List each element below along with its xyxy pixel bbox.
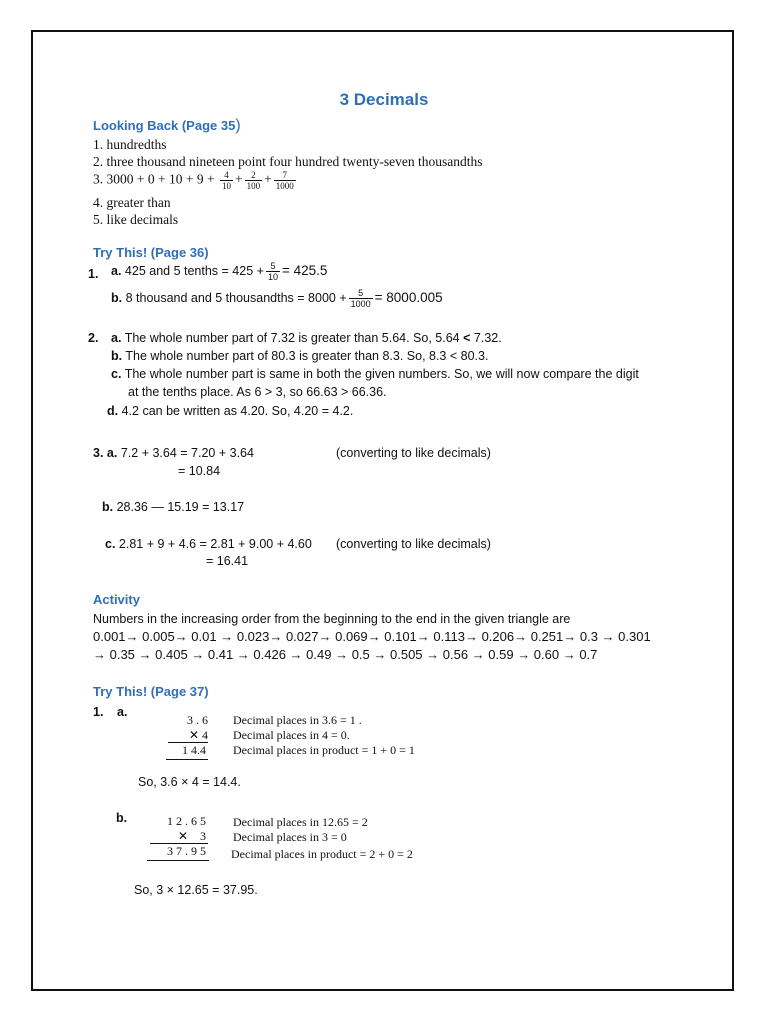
try37-q1-number: 1. xyxy=(93,705,104,719)
looking-back-item-3: 3. 3000 + 0 + 10 + 9 + $\frac{4}{10}$ + $\frac{2}{100}$ + $\frac{7}{1000}$ xyxy=(93,170,294,191)
try37-a-label: a. xyxy=(117,705,128,719)
activity-heading: Activity xyxy=(93,592,140,607)
fraction-2-100 xyxy=(245,170,263,191)
q2b-label: b. xyxy=(111,349,123,363)
fraction-5-1000 xyxy=(349,288,373,309)
frac-num: 2 xyxy=(245,170,263,181)
activity-sequence-1: 0.001→ 0.005→ 0.01 → 0.023→ 0.027→ 0.069→ 0.101→ 0.113→ 0.206→ 0.251→ 0.3 → 0.301 xyxy=(93,629,651,644)
mul-a-note-1: Decimal places in 3.6 = 1 . xyxy=(233,713,362,727)
frac-den: 1000 xyxy=(350,299,371,309)
looking-back-item-1: 1. hundredths xyxy=(93,137,167,152)
activity-intro: Numbers in the increasing order from the beginning to the end in the given triangle are xyxy=(93,612,571,626)
fraction-7-1000 xyxy=(274,170,296,191)
try37-b-label: b. xyxy=(116,811,128,825)
mul-b-row-2: ✕ 3 xyxy=(177,829,206,843)
looking-back-heading xyxy=(93,117,241,135)
mul-b-note-1: Decimal places in 12.65 = 2 xyxy=(233,815,368,829)
q3c-label: c. xyxy=(105,537,116,551)
q3a-result: = 10.84 xyxy=(178,464,221,478)
q3a-note: (converting to like decimals) xyxy=(336,446,491,460)
q2c-label: c. xyxy=(111,367,122,381)
page-title: 3 Decimals xyxy=(339,90,429,109)
q2a xyxy=(111,331,502,345)
try37-b-so: So, 3 × 12.65 = 37.95. xyxy=(134,883,258,897)
mul-b-row-1: 1 2 . 6 5 xyxy=(167,814,206,828)
q2d xyxy=(107,404,353,418)
frac-num: 5 xyxy=(266,261,280,272)
q1-number: 1. xyxy=(88,267,99,281)
try37-a-so: So, 3.6 × 4 = 14.4. xyxy=(138,775,241,789)
frac-num: 5 xyxy=(349,288,373,299)
frac-num: 4 xyxy=(220,170,233,181)
q2b-text: The whole number part of 80.3 is greater than 8.3. So, 8.3 < 80.3. xyxy=(125,349,489,363)
looking-back-item-5: 5. like decimals xyxy=(93,212,179,227)
q2c-text-1: The whole number part is same in both the given numbers. So, we will now compare the digit xyxy=(124,367,639,381)
q2d-text: 4.2 can be written as 4.20. So, 4.20 = 4.2. xyxy=(121,404,354,418)
looking-back-heading-paren: ) xyxy=(235,117,241,134)
item3-prefix: 3. 3000 + 0 + 10 + 9 + xyxy=(93,171,215,187)
fraction-5-10 xyxy=(266,261,280,282)
mul-b-note-2: Decimal places in 3 = 0 xyxy=(233,830,347,844)
looking-back-item-2: 2. three thousand nineteen point four hundred twenty-seven thousandths xyxy=(93,154,483,169)
frac-den: 1000 xyxy=(275,181,294,191)
q1a xyxy=(111,261,327,282)
mul-b-rule-2 xyxy=(147,860,209,861)
q3b xyxy=(102,500,244,514)
mul-b-note-3: Decimal places in product = 2 + 0 = 2 xyxy=(231,847,413,861)
q3-number: 3. xyxy=(93,446,104,460)
q3a xyxy=(93,446,254,460)
try-this-36-heading: Try This! (Page 36) xyxy=(93,245,209,260)
looking-back-item-4: 4. greater than xyxy=(93,195,171,210)
mul-b-row-3: 3 7 . 9 5 xyxy=(167,844,206,858)
q3b-text: 28.36 — 15.19 = 13.17 xyxy=(116,500,245,514)
q2a-symbol: < xyxy=(463,331,471,345)
q2c-text-2: at the tenths place. As 6 > 3, so 66.63 > 66.36. xyxy=(128,385,387,399)
q3c-text: 2.81 + 9 + 4.6 = 2.81 + 9.00 + 4.60 xyxy=(118,537,312,551)
q1b-result: = 8000.005 xyxy=(374,289,443,305)
q2d-label: d. xyxy=(107,404,119,418)
mul-a-row-2: ✕ 4 xyxy=(188,728,208,742)
mul-a-row-1: 3 . 6 xyxy=(187,713,208,727)
q3a-text: 7.2 + 3.64 = 7.20 + 3.64 xyxy=(120,446,254,460)
q1b xyxy=(111,288,443,309)
q1b-label: b. xyxy=(111,290,123,305)
q1a-result: = 425.5 xyxy=(281,262,328,278)
frac-den: 100 xyxy=(246,181,261,191)
frac-den: 10 xyxy=(267,272,278,282)
q3c xyxy=(105,537,312,551)
q3c-result: = 16.41 xyxy=(206,554,249,568)
fraction-4-10 xyxy=(220,170,233,191)
q1a-text: 425 and 5 tenths = 425 + xyxy=(124,263,264,278)
mul-a-note-2: Decimal places in 4 = 0. xyxy=(233,728,350,742)
looking-back-heading-text: Looking Back (Page 35 xyxy=(93,118,236,133)
q3c-note: (converting to like decimals) xyxy=(336,537,491,551)
q2a-label: a. xyxy=(111,331,122,345)
mul-a-note-3: Decimal places in product = 1 + 0 = 1 xyxy=(233,743,415,757)
q1b-text: 8 thousand and 5 thousandths = 8000 + xyxy=(125,290,347,305)
q2b xyxy=(111,349,488,363)
mul-a-row-3: 1 4.4 xyxy=(182,743,206,757)
q2c xyxy=(111,367,639,381)
q2a-text: The whole number part of 7.32 is greater than 5.64. So, 5.64 xyxy=(124,331,460,345)
q2a-end: 7.32. xyxy=(473,331,502,345)
frac-num: 7 xyxy=(274,170,296,181)
mul-a-rule-2 xyxy=(166,759,208,760)
q1a-label: a. xyxy=(111,263,122,278)
q3a-label: a. xyxy=(106,446,118,460)
q3b-label: b. xyxy=(102,500,114,514)
q2-number: 2. xyxy=(88,331,99,345)
try-this-37-heading: Try This! (Page 37) xyxy=(93,684,209,699)
frac-den: 10 xyxy=(221,181,231,191)
activity-sequence-2: → 0.35 → 0.405 → 0.41 → 0.426 → 0.49 → 0.5 → 0.505 → 0.56 → 0.59 → 0.60 → 0.7 xyxy=(93,647,598,662)
